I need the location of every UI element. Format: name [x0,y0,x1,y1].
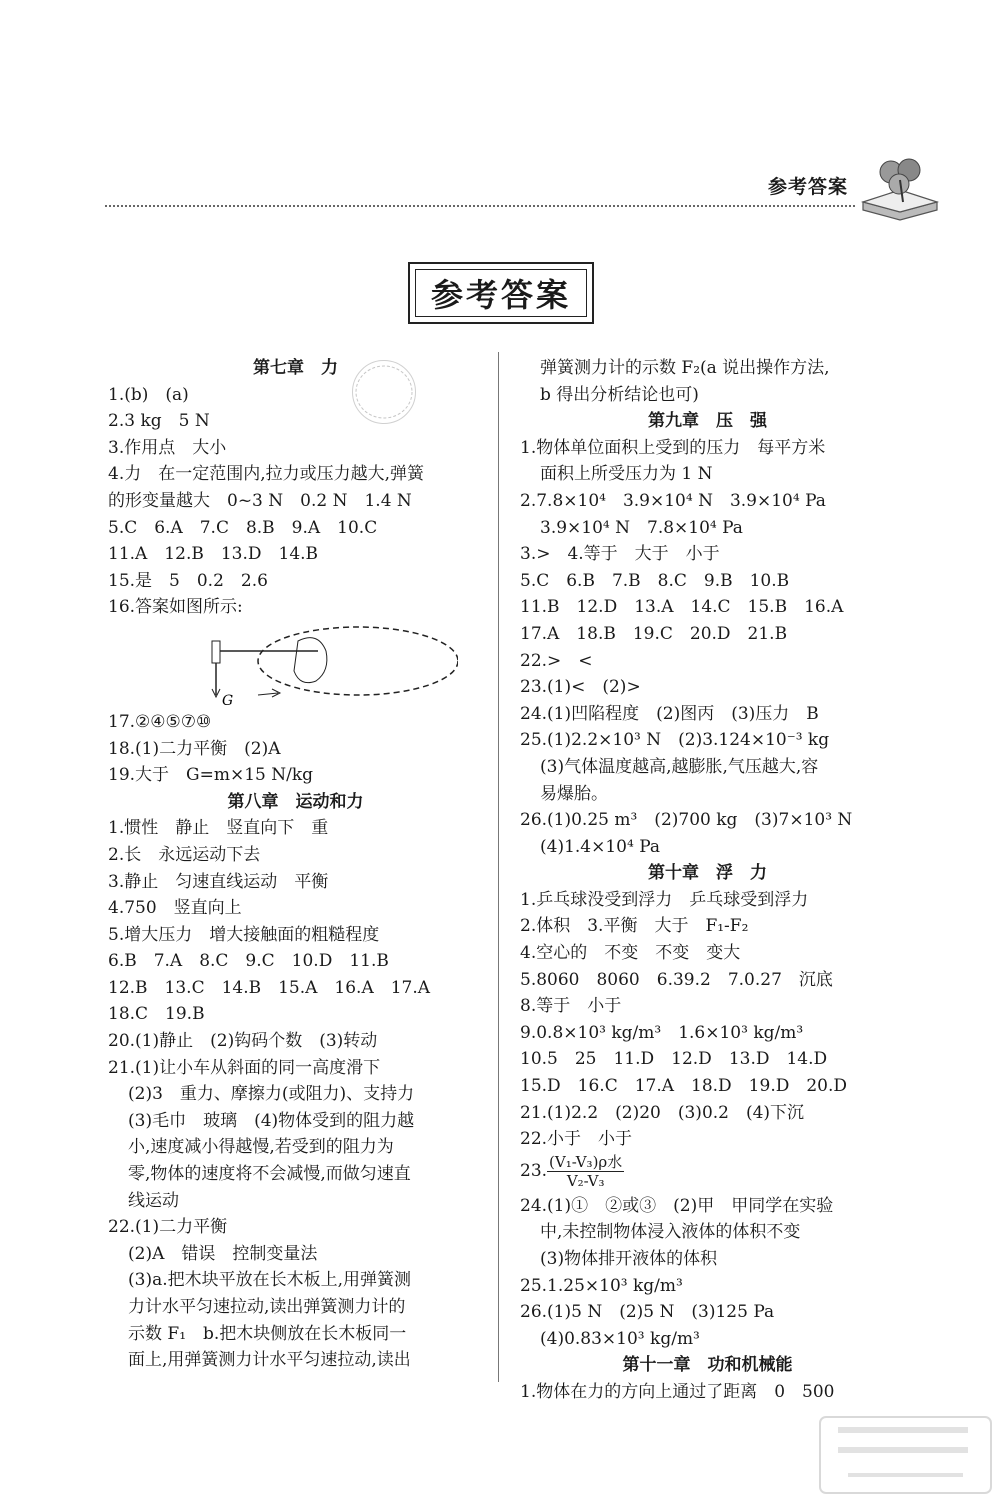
answer-line: 易爆胎。 [540,783,608,804]
answer-line: (2)3 重力、摩擦力(或阻力)、支持力 [128,1084,415,1105]
answer-line: 26.(1)0.25 m³ (2)700 kg (3)7×10³ N [520,810,853,831]
answer-line: 17.A 18.B 19.C 20.D 21.B [520,623,788,644]
answer-line [520,1153,895,1193]
fraction-denominator: V₂-V₃ [566,1171,605,1190]
answer-line: 零,物体的速度将不会减慢,而做匀速直 [128,1164,411,1185]
page-title: 参考答案 [430,276,571,314]
answer-line: 2.3 kg 5 N [108,411,210,432]
answer-line: 21.(1)2.2 (2)20 (3)0.2 (4)下沉 [520,1102,805,1123]
answer-line: 24.(1)① ②或③ (2)甲 甲同学在实验 [520,1195,834,1216]
chapter-heading: 第九章 压 强 [648,411,767,432]
answer-line: 示数 F₁ b.把木块侧放在长木板同一 [128,1323,407,1344]
header-divider [105,205,855,207]
watermark-logo [818,1415,993,1495]
answer-line: 1.惯性 静止 竖直向下 重 [108,818,329,839]
answer-line: 15.是 5 0.2 2.6 [108,570,268,591]
answer-line: (3)a.把木块平放在长木板上,用弹簧测 [128,1270,412,1291]
book-clover-icon [855,150,945,225]
answer-line: 3.作用点 大小 [108,437,227,458]
answer-diagram [108,621,483,709]
answer-line: 3.静止 匀速直线运动 平衡 [108,871,329,892]
answer-line: 25.1.25×10³ kg/m³ [520,1275,683,1296]
header-label: 参考答案 [768,176,849,198]
answer-line: (3)物体排开液体的体积 [540,1249,718,1269]
answer-line: (4)0.83×10³ kg/m³ [540,1328,700,1349]
answer-line: 2.体积 3.平衡 大于 F₁-F₂ [520,916,749,937]
answer-line: 的形变量越大 0~3 N 0.2 N 1.4 N [108,490,412,511]
answer-line: 面积上所受压力为 1 N [540,464,713,485]
answer-line: 11.B 12.D 13.A 14.C 15.B 16.A [520,597,844,618]
column-divider [498,352,499,1382]
answer-line: 面上,用弹簧测力计水平匀速拉动,读出 [128,1350,411,1371]
answer-line: 9.0.8×10³ kg/m³ 1.6×10³ kg/m³ [520,1022,804,1043]
chapter-heading: 第八章 运动和力 [227,791,364,812]
chapter-heading: 第十一章 功和机械能 [622,1355,793,1376]
answer-line: 1.物体在力的方向上通过了距离 0 500 [520,1381,835,1402]
answer-line: 4.空心的 不变 不变 变大 [520,943,741,964]
answer-line: 2.7.8×10⁴ 3.9×10⁴ N 3.9×10⁴ Pa [520,490,826,511]
answer-line: 22.(1)二力平衡 [108,1217,228,1238]
answer-line: 5.C 6.A 7.C 8.B 9.A 10.C [108,517,378,538]
answer-line: 12.B 13.C 14.B 15.A 16.A 17.A [108,977,431,998]
answer-line: 6.B 7.A 8.C 9.C 10.D 11.B [108,951,389,972]
chapter-heading: 第十章 浮 力 [648,863,767,884]
answer-line: 18.C 19.B [108,1004,205,1025]
answer-line: 18.(1)二力平衡 (2)A [108,738,281,759]
answer-line: 20.(1)静止 (2)钩码个数 (3)转动 [108,1031,378,1052]
left-column [108,355,483,1374]
answer-line: 25.(1)2.2×10³ N (2)3.124×10⁻³ kg [520,730,830,751]
answer-line: 23.(1)< (2)> [520,677,641,698]
answer-line: 10.5 25 11.D 12.D 13.D 14.D [520,1049,828,1070]
title-box [408,262,594,324]
answer-line: 1.乒乓球没受到浮力 乒乓球受到浮力 [520,889,809,910]
answer-line: (2)A 错误 控制变量法 [128,1243,318,1264]
answer-line: 3.9×10⁴ N 7.8×10⁴ Pa [540,517,743,538]
answer-line: 弹簧测力计的示数 F₂(a 说出操作方法, [540,358,830,378]
answer-line: 线运动 [128,1190,179,1211]
answer-line: (3)毛巾 玻璃 (4)物体受到的阻力越 [128,1110,415,1131]
answer-line: 4.750 竖直向上 [108,898,242,919]
answer-line: 1.物体单位面积上受到的压力 每平方米 [520,437,826,458]
answer-line: 21.(1)让小车从斜面的同一高度滑下 [108,1057,381,1078]
answer-line: 2.长 永远运动下去 [108,844,261,865]
answer-line: 11.A 12.B 13.D 14.B [108,544,319,565]
answer-line: 1.(b) (a) [108,384,189,405]
answer-line: 8.等于 小于 [520,996,622,1017]
right-column [520,355,895,1406]
answer-line: 4.力 在一定范围内,拉力或压力越大,弹簧 [108,464,425,485]
answer-number: 23. [520,1160,548,1181]
answer-line: 5.C 6.B 7.B 8.C 9.B 10.B [520,570,790,591]
answer-line: 22.> < [520,650,593,671]
answer-line: 26.(1)5 N (2)5 N (3)125 Pa [520,1302,775,1323]
chapter-heading: 第七章 力 [253,358,338,378]
fraction-numerator: (V₁-V₃)ρ水 [549,1152,623,1171]
answer-line: 16.答案如图所示: [108,597,243,618]
answer-line: 17.②④⑤⑦⑩ [108,711,212,732]
answer-line: 24.(1)凹陷程度 (2)图丙 (3)压力 B [520,703,819,724]
answer-line: (3)气体温度越高,越膨胀,气压越大,容 [540,756,819,777]
answer-line: 力计水平匀速拉动,读出弹簧测力计的 [128,1297,406,1317]
answer-line: 3.> 4.等于 大于 小于 [520,544,720,565]
answer-line: (4)1.4×10⁴ Pa [540,836,661,857]
answer-line: 中,未控制物体浸入液体的体积不变 [540,1222,801,1243]
answer-line: 19.大于 G=m×15 N/kg [108,765,314,786]
fraction [547,1153,624,1190]
answer-line: 22.小于 小于 [520,1129,633,1150]
answer-line: 小,速度减小得越慢,若受到的阻力为 [128,1137,394,1158]
answer-line: b 得出分析结论也可) [540,384,699,405]
answer-line: 15.D 16.C 17.A 18.D 19.D 20.D [520,1076,848,1097]
answer-line: 5.增大压力 增大接触面的粗糙程度 [108,924,380,945]
diagram-label-g: G [222,692,234,709]
answer-line: 5.8060 8060 6.39.2 7.0.27 沉底 [520,969,833,990]
